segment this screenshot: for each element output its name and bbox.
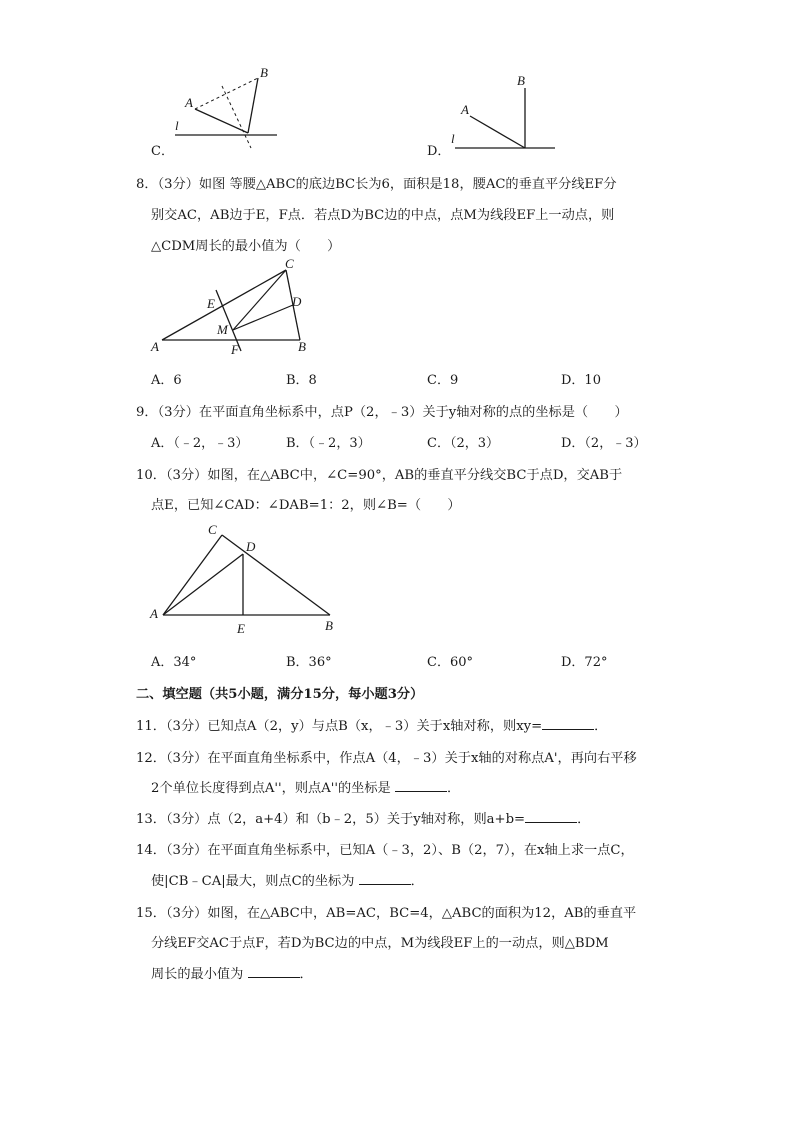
q10-label-a: A [150,606,158,621]
q13-line-1 [136,808,590,827]
q10-label-d: D [246,539,256,554]
q10-label-e: E [237,621,245,636]
q13-answer-blank[interactable] [525,810,577,823]
q8-option-a: A．6 [151,373,182,388]
q12-text: 2个单位长度得到点A''，则点A''的坐标是 [151,781,395,796]
q7-figure-d [445,70,565,155]
q14-line-1: 14．（3分）在平面直角坐标系中，已知A（﹣3，2）、B（2，7），在x轴上求一点C， [136,843,634,858]
q15-text-end: ． [299,967,313,982]
q11-text-end: ． [594,719,608,734]
q15-line-2: 分线EF交AC于点F，若D为BC边的中点，M为线段EF上的一动点，则△BDM [151,936,609,951]
q9-option-a: A．（﹣2，﹣3） [151,436,249,451]
q9-option-c: C．（2，3） [427,436,499,451]
q13-text-end: ． [577,812,591,827]
section-2-heading: 二、填空题（共5小题，满分15分，每小题3分） [136,687,424,702]
q10-option-b: B．36° [286,655,332,670]
q8-line-3: △CDM周长的最小值为（ ） [151,239,341,254]
q10-option-d: D．72° [561,655,608,670]
q7-figure-c [165,64,285,154]
q8-option-d: D．10 [561,373,601,388]
q14-answer-blank[interactable] [359,872,411,885]
q12-text-end: ． [446,781,461,796]
q8-option-c: C．9 [427,373,459,388]
q8-figure [145,258,325,358]
q10-line-1: 10．（3分）如图，在△ABC中，∠C=90°，AB的垂直平分线交BC于点D，交AB于 [136,468,623,483]
q9-option-b: B．（﹣2，3） [286,436,371,451]
q7c-label-b: B [260,65,268,80]
q12-line-1: 12．（3分）在平面直角坐标系中，作点A（4，﹣3）关于x轴的对称点A'，再向右平移 [136,751,637,766]
q12-line-2 [151,777,460,796]
q15-line-3 [151,963,313,982]
q8-label-c: C [285,258,294,271]
q14-line-2 [151,870,424,889]
q8-label-m: M [217,322,228,337]
q14-text: 使|CB﹣CA|最大，则点C的坐标为 [151,874,359,889]
q10-label-c: C [208,522,217,537]
q10-option-c: C．60° [427,655,473,670]
q8-line-1: 8．（3分）如图 等腰△ABC的底边BC长为6，面积是18，腰AC的垂直平分线EF分 [136,177,617,192]
q13-text: 13．（3分）点（2，a+4）和（b﹣2，5）关于y轴对称，则a+b= [136,812,526,827]
q7-option-d: D． [427,144,451,159]
q12-answer-blank[interactable] [395,779,447,792]
q7d-label-b: B [517,73,525,88]
q9-option-d: D．（2，﹣3） [561,436,647,451]
q7d-label-l: l [451,131,455,146]
q10-option-a: A．34° [151,655,197,670]
q9-line-1: 9．（3分）在平面直角坐标系中，点P（2，﹣3）关于y轴对称的点的坐标是（ ） [136,405,628,420]
q8-label-e: E [207,296,215,311]
q15-answer-blank[interactable] [248,965,300,978]
q11-text: 11．（3分）已知点A（2，y）与点B（x，﹣3）关于x轴对称，则xy= [136,719,543,734]
q8-label-b: B [298,339,306,354]
q8-label-a: A [151,339,159,354]
q7d-label-a: A [461,102,469,117]
q8-line-2: 别交AC，AB边于E，F点．若点D为BC边的中点，点M为线段EF上一动点，则 [151,208,615,223]
q15-text: 周长的最小值为 [151,967,248,982]
q7c-label-l: l [175,118,179,133]
q8-option-b: B．8 [286,373,317,388]
q14-text-end: ． [410,874,424,889]
q10-figure [145,520,345,640]
q8-label-f: F [231,342,239,357]
q11-answer-blank[interactable] [542,717,594,730]
q10-line-2: 点E，已知∠CAD：∠DAB=1：2，则∠B=（ ） [151,498,461,513]
q8-label-d: D [292,294,302,309]
q7-option-c: C． [151,144,174,159]
q10-label-b: B [325,618,333,633]
q11-line-1 [136,715,607,734]
q15-line-1: 15．（3分）如图，在△ABC中，AB=AC，BC=4，△ABC的面积为12，AB的垂直平 [136,906,637,921]
q7c-label-a: A [185,95,193,110]
